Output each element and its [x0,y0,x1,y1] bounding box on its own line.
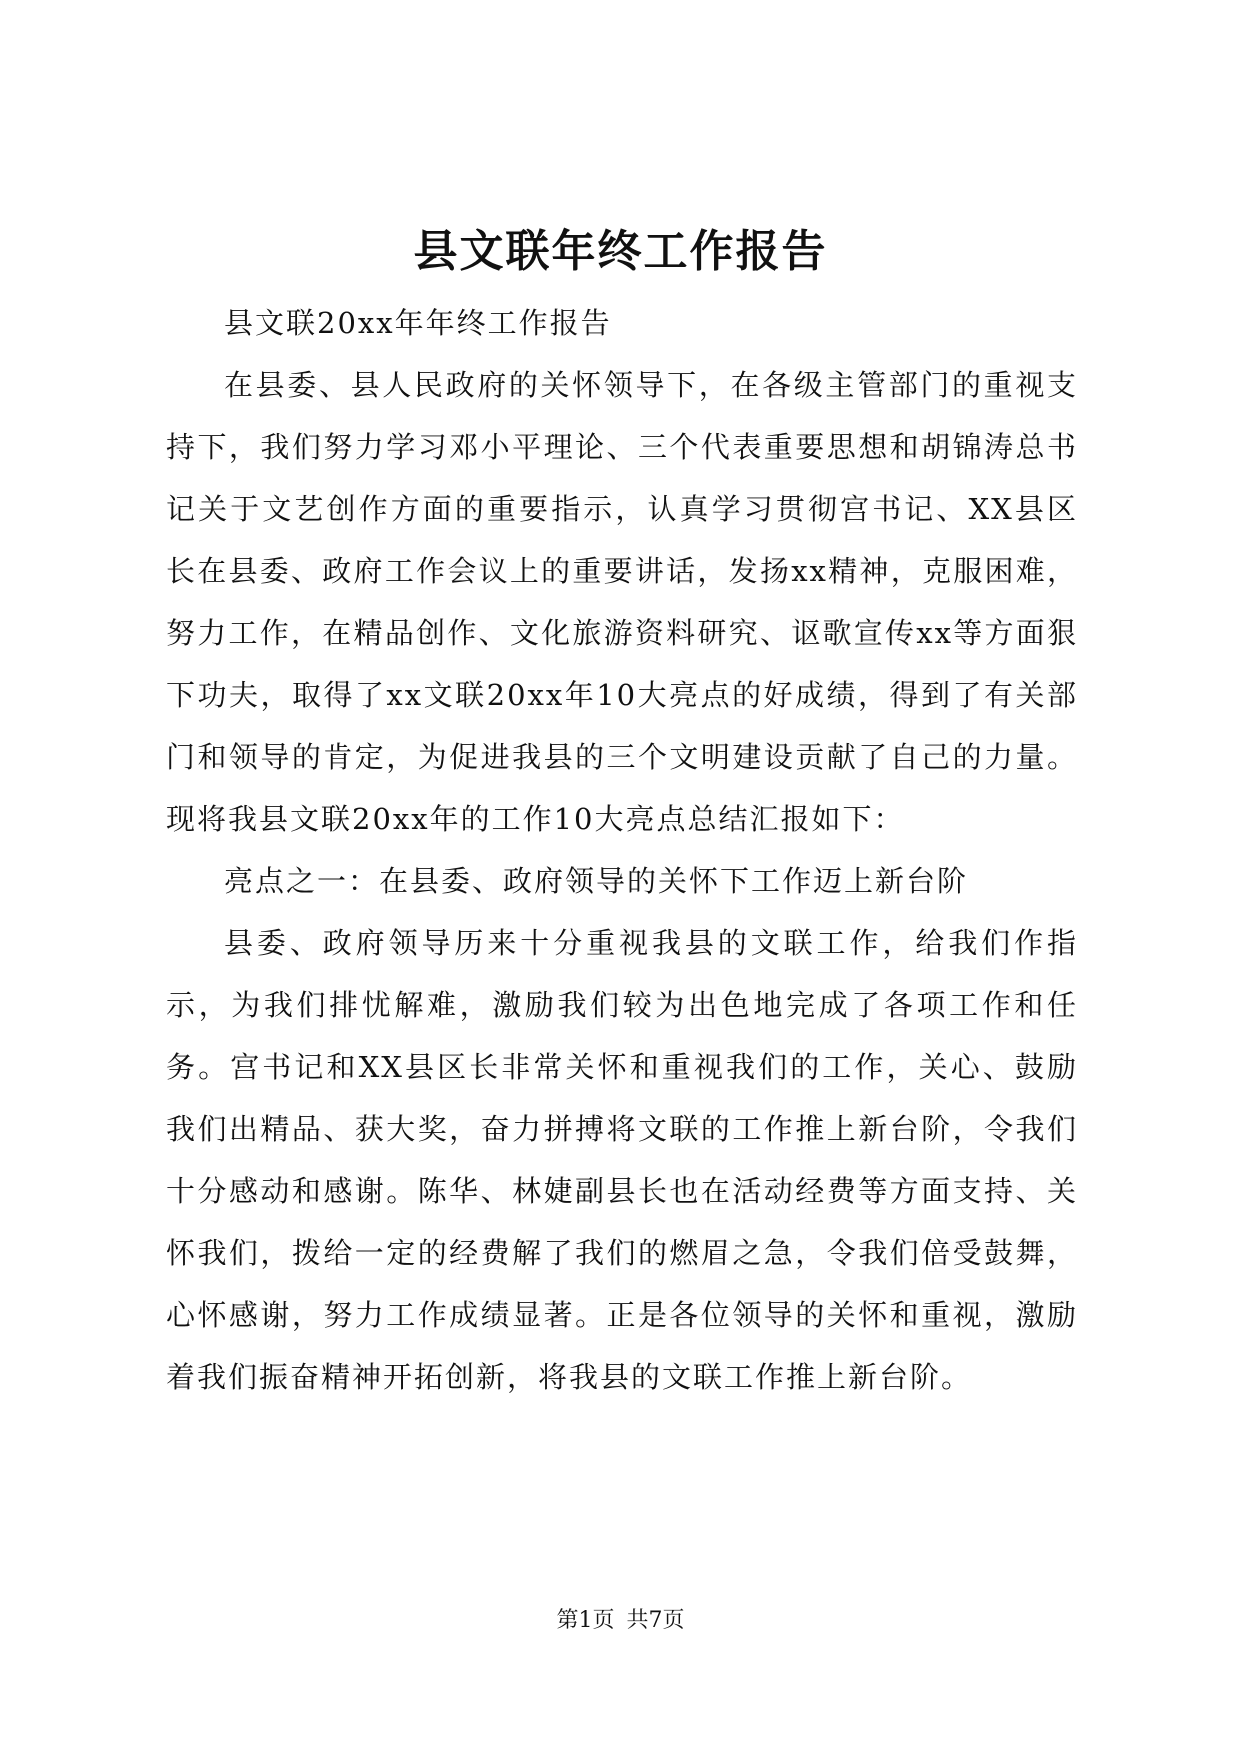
document-title: 县文联年终工作报告 [413,226,828,277]
section-heading: 亮点之一：在县委、政府领导的关怀下工作迈上新台阶 [224,864,969,898]
section-paragraph: 县委、政府领导历来十分重视我县的文联工作，给我们作指示，为我们排忧解难，激励我们较为出色地完成了各项工作和任务。宫书记和XX县区长非常关怀和重视我们的工作，关心、鼓励我们出精品、获大奖，奋力拼搏将文联的工作推上新台阶，令我们十分感动和感谢。陈华、林婕副县长也在活动经费等方面支持、关怀我们，拨给一定的经费解了我们的燃眉之急，令我们倍受鼓舞，心怀感谢，努力工作成绩显著。正是各位领导的关怀和重视，激励着我们振奋精神开拓创新，将我县的文联工作推上新台阶。 [166,926,1078,1394]
page-total: 共7页 [626,1608,685,1633]
document-body [166,292,1078,1408]
page-number: 第1页 [556,1608,615,1633]
page-footer [0,1606,1241,1636]
intro-paragraph: 在县委、县人民政府的关怀领导下，在各级主管部门的重视支持下，我们努力学习邓小平理论、三个代表重要思想和胡锦涛总书记关于文艺创作方面的重要指示，认真学习贯彻宫书记、XX县区长在县委、政府工作会议上的重要讲话，发扬xx精神，克服困难，努力工作，在精品创作、文化旅游资料研究、讴歌宣传xx等方面狠下功夫，取得了xx文联20xx年10大亮点的好成绩，得到了有关部门和领导的肯定，为促进我县的三个文明建设贡献了自己的力量。现将我县文联20xx年的工作10大亮点总结汇报如下： [166,368,1078,836]
subtitle-paragraph: 县文联20xx年年终工作报告 [224,306,612,340]
